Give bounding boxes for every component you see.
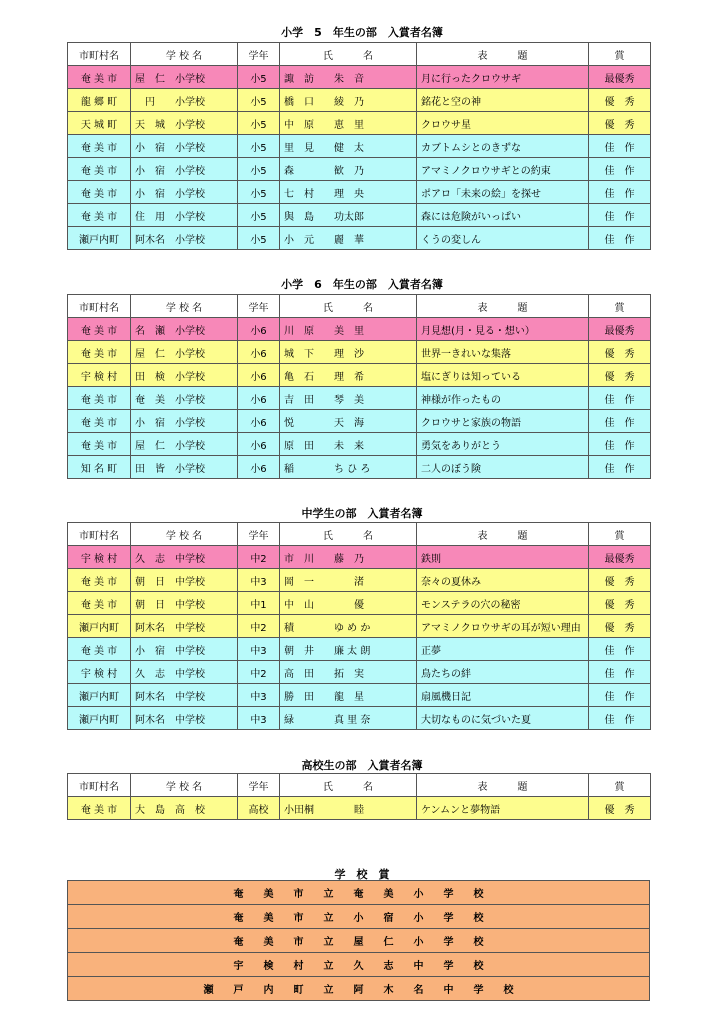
city-cell: 奄 美 市 (68, 158, 131, 181)
city-cell: 龍 郷 町 (68, 89, 131, 112)
table-row (68, 433, 651, 456)
school-award-row (68, 977, 650, 1001)
award-cell: 優 秀 (589, 112, 651, 135)
table-row (68, 158, 651, 181)
title-cell: クロウサと家族の物語 (417, 410, 589, 433)
title-cell: カブトムシとのきずな (417, 135, 589, 158)
award-cell: 佳 作 (589, 135, 651, 158)
award-cell: 最優秀 (589, 318, 651, 341)
name-cell: 勝 田 龍 星 (280, 684, 417, 707)
table-header-row (68, 295, 651, 318)
city-cell: 宇 検 村 (68, 364, 131, 387)
award-cell: 佳 作 (589, 227, 651, 250)
title-cell: 鳥たちの絆 (417, 661, 589, 684)
high-school-awards-table (67, 773, 651, 820)
table-row (68, 546, 651, 569)
grade-cell: 小5 (238, 135, 280, 158)
column-header: 賞 (589, 43, 651, 66)
grade-cell: 中3 (238, 569, 280, 592)
school-cell: 円 小学校 (131, 89, 238, 112)
school-award-item: 宇 検 村 立 久 志 中 学 校 (68, 953, 650, 977)
school-cell: 住 用 小学校 (131, 204, 238, 227)
column-header: 市町村名 (68, 523, 131, 546)
city-cell: 奄 美 市 (68, 638, 131, 661)
city-cell: 奄 美 市 (68, 66, 131, 89)
school-cell: 小 宿 小学校 (131, 410, 238, 433)
name-cell: 森 歓 乃 (280, 158, 417, 181)
section-title-junior-high: 中学生の部 入賞者名簿 (301, 507, 423, 520)
school-cell: 田 検 小学校 (131, 364, 238, 387)
column-header: 賞 (589, 774, 651, 797)
award-cell: 佳 作 (589, 433, 651, 456)
school-cell: 阿木名 中学校 (131, 684, 238, 707)
table-row (68, 707, 651, 730)
name-cell: 里 見 健 太 (280, 135, 417, 158)
grade-cell: 小6 (238, 387, 280, 410)
award-cell: 最優秀 (589, 546, 651, 569)
name-cell: 與 島 功太郎 (280, 204, 417, 227)
school-award-row (68, 953, 650, 977)
award-cell: 佳 作 (589, 181, 651, 204)
grade-cell: 小6 (238, 341, 280, 364)
table-row (68, 387, 651, 410)
column-header: 学 校 名 (131, 43, 238, 66)
name-cell: 積 ゆ め か (280, 615, 417, 638)
table-row (68, 135, 651, 158)
title-cell: くうの変しん (417, 227, 589, 250)
column-header: 表 題 (417, 43, 589, 66)
name-cell: 中 山 優 (280, 592, 417, 615)
title-cell: 扇風機日記 (417, 684, 589, 707)
table-header-row (68, 43, 651, 66)
name-cell: 悦 天 海 (280, 410, 417, 433)
school-award-item: 瀬 戸 内 町 立 阿 木 名 中 学 校 (68, 977, 650, 1001)
grade-cell: 中3 (238, 707, 280, 730)
city-cell: 奄 美 市 (68, 410, 131, 433)
school-cell: 久 志 中学校 (131, 546, 238, 569)
award-cell: 優 秀 (589, 89, 651, 112)
column-header: 氏 名 (280, 774, 417, 797)
junior-high-awards-table (67, 522, 651, 730)
column-header: 学年 (238, 295, 280, 318)
grade-cell: 小5 (238, 204, 280, 227)
table-row (68, 456, 651, 479)
school-cell: 名 瀬 小学校 (131, 318, 238, 341)
title-cell: ケンムンと夢物語 (417, 797, 589, 820)
title-cell: 鉄則 (417, 546, 589, 569)
title-cell: 神様が作ったもの (417, 387, 589, 410)
school-award-table (67, 880, 650, 1001)
award-cell: 優 秀 (589, 341, 651, 364)
table-header-row (68, 523, 651, 546)
school-cell: 田 皆 小学校 (131, 456, 238, 479)
column-header: 氏 名 (280, 295, 417, 318)
grade-cell: 中3 (238, 638, 280, 661)
title-cell: 大切なものに気づいた夏 (417, 707, 589, 730)
grade-cell: 中2 (238, 615, 280, 638)
table-row (68, 227, 651, 250)
school-award-title: 学 校 賞 (334, 868, 390, 881)
table-row (68, 204, 651, 227)
award-cell: 佳 作 (589, 638, 651, 661)
grade-cell: 中1 (238, 592, 280, 615)
name-cell: 城 下 理 沙 (280, 341, 417, 364)
award-cell: 佳 作 (589, 661, 651, 684)
title-cell: クロウサ星 (417, 112, 589, 135)
column-header: 市町村名 (68, 295, 131, 318)
school-cell: 小 宿 小学校 (131, 135, 238, 158)
column-header: 賞 (589, 523, 651, 546)
title-cell: モンステラの穴の秘密 (417, 592, 589, 615)
table-row (68, 89, 651, 112)
school-cell: 屋 仁 小学校 (131, 341, 238, 364)
city-cell: 奄 美 市 (68, 592, 131, 615)
school-award-item: 奄 美 市 立 屋 仁 小 学 校 (68, 929, 650, 953)
grade-cell: 小5 (238, 181, 280, 204)
city-cell: 奄 美 市 (68, 797, 131, 820)
name-cell: 橋 口 綾 乃 (280, 89, 417, 112)
school-cell: 大 島 高 校 (131, 797, 238, 820)
name-cell: 原 田 未 来 (280, 433, 417, 456)
award-cell: 佳 作 (589, 707, 651, 730)
school-cell: 屋 仁 小学校 (131, 433, 238, 456)
name-cell: 中 原 恵 里 (280, 112, 417, 135)
column-header: 学 校 名 (131, 523, 238, 546)
award-cell: 佳 作 (589, 387, 651, 410)
table-row (68, 569, 651, 592)
city-cell: 宇 検 村 (68, 661, 131, 684)
title-cell: 正夢 (417, 638, 589, 661)
column-header: 表 題 (417, 523, 589, 546)
city-cell: 瀬戸内町 (68, 227, 131, 250)
table-row (68, 684, 651, 707)
grade-cell: 小5 (238, 227, 280, 250)
city-cell: 知 名 町 (68, 456, 131, 479)
title-cell: ポアロ「未来の絵」を探せ (417, 181, 589, 204)
name-cell: 高 田 拓 実 (280, 661, 417, 684)
grade-cell: 小6 (238, 456, 280, 479)
column-header: 表 題 (417, 774, 589, 797)
column-header: 市町村名 (68, 774, 131, 797)
title-cell: 勇気をありがとう (417, 433, 589, 456)
grade-cell: 小6 (238, 433, 280, 456)
column-header: 表 題 (417, 295, 589, 318)
title-cell: 世界一きれいな集落 (417, 341, 589, 364)
school-cell: 小 宿 中学校 (131, 638, 238, 661)
title-cell: 塩にぎりは知っている (417, 364, 589, 387)
award-cell: 優 秀 (589, 569, 651, 592)
column-header: 氏 名 (280, 523, 417, 546)
city-cell: 奄 美 市 (68, 341, 131, 364)
name-cell: 七 村 理 央 (280, 181, 417, 204)
table-row (68, 341, 651, 364)
city-cell: 瀬戸内町 (68, 615, 131, 638)
title-cell: アマミノクロウサギの耳が短い理由 (417, 615, 589, 638)
column-header: 学年 (238, 43, 280, 66)
school-cell: 屋 仁 小学校 (131, 66, 238, 89)
grade-cell: 中2 (238, 546, 280, 569)
city-cell: 奄 美 市 (68, 433, 131, 456)
school-cell: 小 宿 小学校 (131, 158, 238, 181)
grade-cell: 小6 (238, 364, 280, 387)
award-cell: 優 秀 (589, 364, 651, 387)
city-cell: 奄 美 市 (68, 318, 131, 341)
table-row (68, 66, 651, 89)
grade5-awards-table (67, 42, 651, 250)
table-row (68, 638, 651, 661)
grade-cell: 高校 (238, 797, 280, 820)
name-cell: 朝 井 廉 太 朗 (280, 638, 417, 661)
school-cell: 久 志 中学校 (131, 661, 238, 684)
column-header: 学年 (238, 774, 280, 797)
award-cell: 最優秀 (589, 66, 651, 89)
city-cell: 奄 美 市 (68, 135, 131, 158)
name-cell: 小 元 麗 華 (280, 227, 417, 250)
column-header: 賞 (589, 295, 651, 318)
name-cell: 緑 真 里 奈 (280, 707, 417, 730)
section-title-high-school: 高校生の部 入賞者名簿 (301, 759, 423, 772)
award-cell: 佳 作 (589, 410, 651, 433)
grade-cell: 中3 (238, 684, 280, 707)
school-cell: 阿木名 小学校 (131, 227, 238, 250)
grade-cell: 小5 (238, 158, 280, 181)
school-award-item: 奄 美 市 立 小 宿 小 学 校 (68, 905, 650, 929)
award-cell: 佳 作 (589, 456, 651, 479)
award-cell: 佳 作 (589, 204, 651, 227)
city-cell: 天 城 町 (68, 112, 131, 135)
grade-cell: 小5 (238, 112, 280, 135)
table-row (68, 112, 651, 135)
title-cell: 月見想(月・見る・想い） (417, 318, 589, 341)
table-row (68, 181, 651, 204)
grade-cell: 小6 (238, 318, 280, 341)
column-header: 学 校 名 (131, 295, 238, 318)
title-cell: アマミノクロウサギとの約束 (417, 158, 589, 181)
grade6-awards-table (67, 294, 651, 479)
award-cell: 優 秀 (589, 615, 651, 638)
title-cell: 森には危険がいっぱい (417, 204, 589, 227)
title-cell: 奈々の夏休み (417, 569, 589, 592)
award-cell: 優 秀 (589, 797, 651, 820)
table-row (68, 592, 651, 615)
school-cell: 小 宿 小学校 (131, 181, 238, 204)
table-row (68, 410, 651, 433)
school-award-item: 奄 美 市 立 奄 美 小 学 校 (68, 881, 650, 905)
school-cell: 天 城 小学校 (131, 112, 238, 135)
name-cell: 市 川 藤 乃 (280, 546, 417, 569)
title-cell: 月に行ったクロウサギ (417, 66, 589, 89)
title-cell: 二人のぼう険 (417, 456, 589, 479)
city-cell: 奄 美 市 (68, 204, 131, 227)
award-cell: 佳 作 (589, 684, 651, 707)
award-cell: 優 秀 (589, 592, 651, 615)
column-header: 学 校 名 (131, 774, 238, 797)
table-header-row (68, 774, 651, 797)
name-cell: 川 原 美 里 (280, 318, 417, 341)
school-award-row (68, 881, 650, 905)
city-cell: 宇 検 村 (68, 546, 131, 569)
column-header: 市町村名 (68, 43, 131, 66)
city-cell: 瀬戸内町 (68, 684, 131, 707)
city-cell: 奄 美 市 (68, 569, 131, 592)
school-cell: 奄 美 小学校 (131, 387, 238, 410)
school-award-row (68, 905, 650, 929)
title-cell: 銘花と空の神 (417, 89, 589, 112)
name-cell: 亀 石 理 希 (280, 364, 417, 387)
name-cell: 小田桐 睦 (280, 797, 417, 820)
section-title-grade6: 小学 6 年生の部 入賞者名簿 (281, 278, 443, 291)
name-cell: 岡 一 渚 (280, 569, 417, 592)
grade-cell: 小5 (238, 89, 280, 112)
grade-cell: 中2 (238, 661, 280, 684)
table-row (68, 615, 651, 638)
grade-cell: 小6 (238, 410, 280, 433)
school-cell: 朝 日 中学校 (131, 592, 238, 615)
column-header: 氏 名 (280, 43, 417, 66)
school-cell: 朝 日 中学校 (131, 569, 238, 592)
section-title-grade5: 小学 5 年生の部 入賞者名簿 (281, 26, 443, 39)
city-cell: 奄 美 市 (68, 181, 131, 204)
table-row (68, 318, 651, 341)
table-row (68, 364, 651, 387)
city-cell: 瀬戸内町 (68, 707, 131, 730)
city-cell: 奄 美 市 (68, 387, 131, 410)
school-cell: 阿木名 中学校 (131, 615, 238, 638)
column-header: 学年 (238, 523, 280, 546)
table-row (68, 797, 651, 820)
grade-cell: 小5 (238, 66, 280, 89)
name-cell: 稲 ち ひ ろ (280, 456, 417, 479)
name-cell: 吉 田 琴 美 (280, 387, 417, 410)
name-cell: 諏 訪 朱 音 (280, 66, 417, 89)
table-row (68, 661, 651, 684)
school-cell: 阿木名 中学校 (131, 707, 238, 730)
award-cell: 佳 作 (589, 158, 651, 181)
school-award-row (68, 929, 650, 953)
